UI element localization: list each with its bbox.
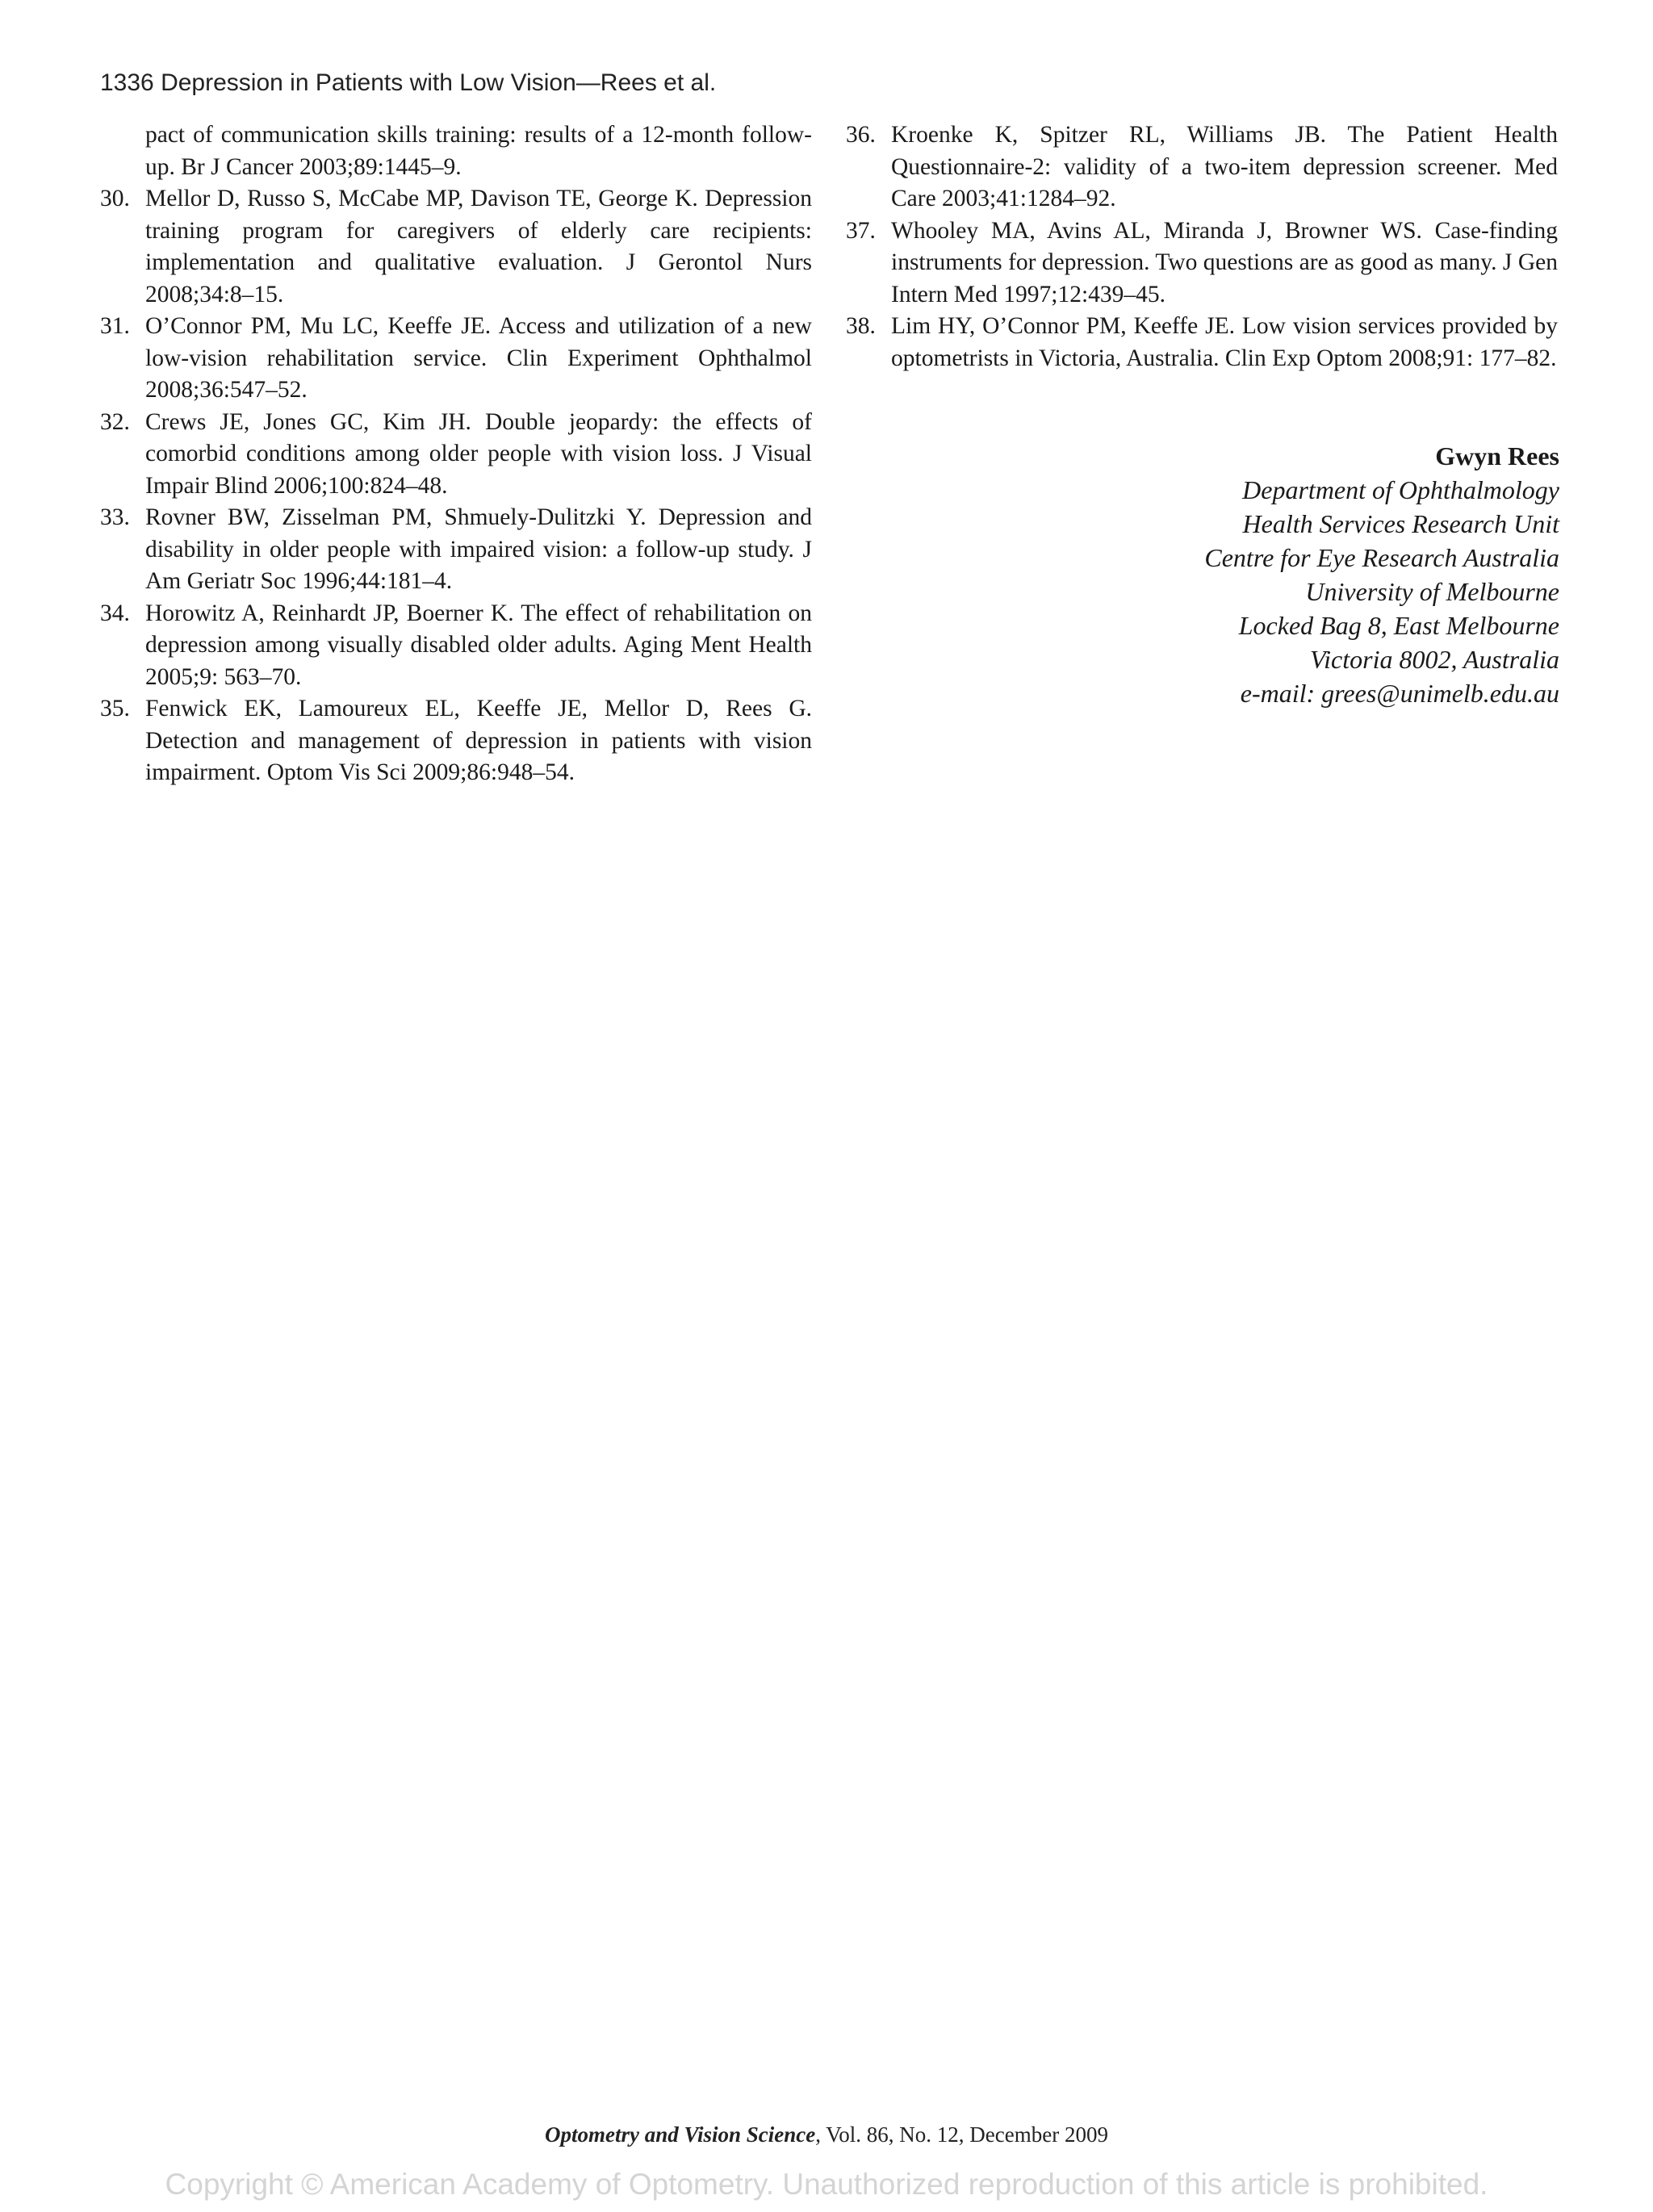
reference-38 bbox=[846, 311, 1558, 374]
address-line-street: Locked Bag 8, East Melbourne bbox=[1238, 611, 1559, 640]
reference-text: Rovner BW, Zisselman PM, Shmuely-Dulitzki Y. Depression and disability in older people with impaired vision: a follow-up study. J Am Geriatr Soc 1996;44:181–4. bbox=[145, 504, 812, 594]
reference-text: Kroenke K, Spitzer RL, Williams JB. The Patient Health Questionnaire-2: validity of a two-item depression screener. Med Care 2003;41:1284–92. bbox=[891, 122, 1558, 211]
address-line-department: Department of Ophthalmology bbox=[1242, 475, 1559, 504]
author-address bbox=[1204, 439, 1559, 710]
reference-text: Mellor D, Russo S, McCabe MP, Davison TE, George K. Depression training program for caregivers of elderly care recipients: implementation and qualitative evaluation. J Gerontol Nurs 2008;34:8–15. bbox=[145, 186, 812, 307]
reference-text: Whooley MA, Avins AL, Miranda J, Browner WS. Case-finding instruments for depression. Two questions are as good as many. J Gen Intern Med 1997;12:439–45. bbox=[891, 217, 1558, 307]
address-line-email: e-mail: grees@unimelb.edu.au bbox=[1240, 679, 1559, 708]
reference-number: 31. bbox=[100, 313, 130, 339]
reference-32 bbox=[100, 407, 812, 503]
reference-number: 35. bbox=[100, 696, 130, 721]
reference-30 bbox=[100, 183, 812, 311]
reference-text: Fenwick EK, Lamoureux EL, Keeffe JE, Mellor D, Rees G. Detection and management of depression in patients with vision impairment. Optom Vis Sci 2009;86:948–54. bbox=[145, 696, 812, 785]
running-head: 1336 Depression in Patients with Low Vision—Rees et al. bbox=[100, 69, 717, 96]
address-line-unit: Health Services Research Unit bbox=[1242, 509, 1559, 538]
journal-footer bbox=[0, 2122, 1653, 2147]
reference-33 bbox=[100, 502, 812, 598]
reference-36 bbox=[846, 119, 1558, 215]
reference-37 bbox=[846, 215, 1558, 312]
reference-31 bbox=[100, 311, 812, 407]
left-reference-column bbox=[100, 119, 812, 789]
address-line-state: Victoria 8002, Australia bbox=[1309, 645, 1559, 674]
address-line-centre: Centre for Eye Research Australia bbox=[1204, 543, 1559, 572]
journal-issue: , Vol. 86, No. 12, December 2009 bbox=[815, 2122, 1108, 2147]
address-line-university: University of Melbourne bbox=[1305, 577, 1559, 606]
reference-number: 33. bbox=[100, 504, 130, 530]
reference-number: 34. bbox=[100, 600, 130, 626]
reference-number: 38. bbox=[846, 313, 876, 339]
reference-number: 32. bbox=[100, 408, 130, 435]
right-reference-column bbox=[846, 119, 1558, 374]
reference-text: O’Connor PM, Mu LC, Keeffe JE. Access and utilization of a new low-vision rehabilitation service. Clin Experiment Ophthalmol 2008;36:547–52. bbox=[145, 313, 812, 403]
reference-35 bbox=[100, 693, 812, 789]
reference-number: 36. bbox=[846, 122, 876, 148]
reference-34 bbox=[100, 598, 812, 694]
author-name: Gwyn Rees bbox=[1435, 441, 1559, 470]
copyright-notice: Copyright © American Academy of Optometry. Unauthorized reproduction of this article is prohibited. bbox=[165, 2168, 1488, 2201]
reference-number: 30. bbox=[100, 186, 130, 211]
reference-text: Crews JE, Jones GC, Kim JH. Double jeopardy: the effects of comorbid conditions among older people with vision loss. J Visual Impair Blind 2006;100:824–48. bbox=[145, 408, 812, 499]
reference-text: Horowitz A, Reinhardt JP, Boerner K. The effect of rehabilitation on depression among visually disabled older adults. Aging Ment Health 2005;9: 563–70. bbox=[145, 600, 812, 690]
reference-continuation: pact of communication skills training: results of a 12-month follow-up. Br J Cancer 2003;89:1445–9. bbox=[145, 122, 812, 180]
reference-text: Lim HY, O’Connor PM, Keeffe JE. Low vision services provided by optometrists in Victoria, Australia. Clin Exp Optom 2008;91: 177–82. bbox=[891, 313, 1558, 371]
journal-title: Optometry and Vision Science bbox=[545, 2122, 816, 2147]
reference-number: 37. bbox=[846, 217, 876, 244]
